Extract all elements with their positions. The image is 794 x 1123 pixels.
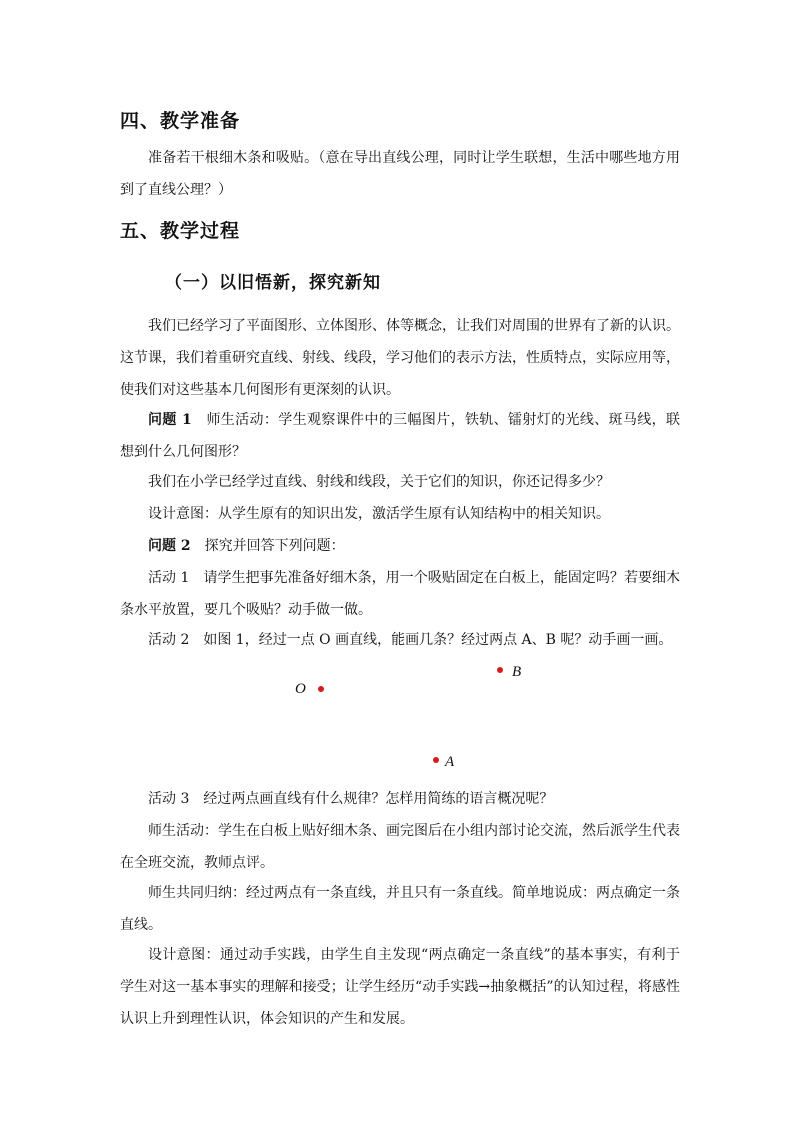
point-b-label: B xyxy=(512,664,522,680)
summary-paragraph: 师生共同归纳：经过两点有一条直线，并且只有一条直线。简单地说成：两点确定一条直线。 xyxy=(120,885,680,933)
question-1-label: 问题 1 xyxy=(148,412,192,428)
intro-paragraph: 我们已经学习了平面图形、立体图形、体等概念，让我们对周围的世界有了新的认识。这节课，我们着重研究直线、射线、线段，学习他们的表示方法，性质特点，实际应用等，使我们对这些基本几何图形有更深刻的认识。 xyxy=(120,318,680,398)
section-4-heading: 四、教学准备 xyxy=(120,110,241,132)
question-2-text: 探究并回答下列问题： xyxy=(204,538,345,554)
question-1-text: 师生活动：学生观察课件中的三幅图片，铁轨、镭射灯的光线、斑马线，联想到什么几何图形？ xyxy=(120,412,681,460)
activity-2: 活动 2 如图 1，经过一点 O 画直线，能画几条？经过两点 A、B 呢？动手画一画。 xyxy=(148,632,673,648)
design-intent-2: 设计意图：通过动手实践，由学生自主发现“两点确定一条直线”的基本事实，有利于学生对这一基本事实的理解和接受；让学生经历“动手实践→抽象概括”的认知过程，将感性认识上升到理性认识，体会知识的产生和发展。 xyxy=(120,947,680,1027)
teacher-activity: 师生活动：学生在白板上贴好细木条、画完图后在小组内部讨论交流，然后派学生代表在全班交流，教师点评。 xyxy=(120,823,680,871)
point-b-dot xyxy=(497,667,503,673)
design-intent-1: 设计意图：从学生原有的知识出发，激活学生原有认知结构中的相关知识。 xyxy=(148,506,610,522)
point-o-dot xyxy=(318,686,324,692)
section-5-heading: 五、教学过程 xyxy=(120,220,241,242)
question-2 xyxy=(120,530,680,562)
point-a-dot xyxy=(433,757,439,763)
activity-1: 活动 1 请学生把事先准备好细木条，用一个吸贴固定在白板上，能固定吗？若要细木条水平放置，要几个吸贴？动手做一做。 xyxy=(120,570,680,618)
section-4-text: 准备若干根细木条和吸贴。（意在导出直线公理，同时让学生联想，生活中哪些地方用到了直线公理？） xyxy=(120,150,680,198)
question-2-label: 问题 2 xyxy=(148,538,191,554)
point-a-label: A xyxy=(445,754,455,770)
subsection-1-heading: （一）以旧悟新，探究新知 xyxy=(165,273,381,293)
activity-3: 活动 3 经过两点画直线有什么规律？怎样用简练的语言概况呢？ xyxy=(148,791,554,807)
question-1 xyxy=(120,404,680,468)
recall-paragraph: 我们在小学已经学过直线、射线和线段，关于它们的知识，你还记得多少？ xyxy=(148,474,610,490)
point-o-label: O xyxy=(295,681,306,697)
